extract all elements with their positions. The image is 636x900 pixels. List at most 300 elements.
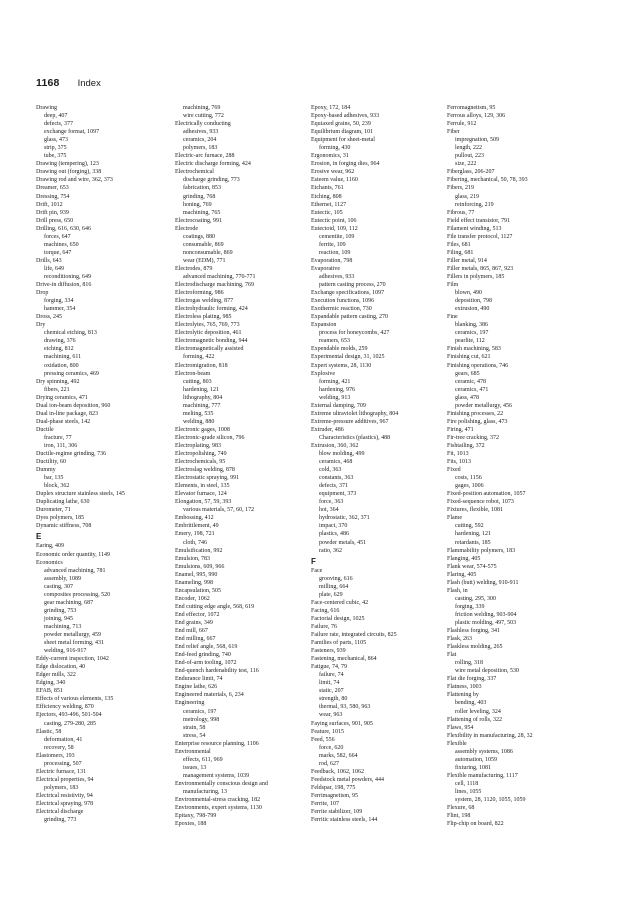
index-entry: Execution functions, 1096 — [311, 298, 375, 305]
index-subentry: defects, 377 — [44, 121, 73, 128]
index-entry: Fastening, mechanical, 864 — [311, 656, 377, 663]
index-subentry: cementite, 109 — [319, 233, 355, 240]
index-subentry: reaction, 109 — [319, 249, 351, 256]
index-entry: Electrolytes, 765, 769, 773 — [175, 322, 240, 329]
index-subentry: size, 222 — [455, 161, 477, 168]
index-entry: Encoder, 1062 — [175, 595, 210, 602]
index-column-2 — [175, 104, 297, 828]
index-entry: Electroforming, 986 — [175, 290, 224, 297]
index-entry: Electrically conducting — [175, 121, 231, 128]
index-entry: Drawing out (forging), 338 — [36, 169, 102, 176]
index-subentry: gages, 1006 — [455, 483, 484, 490]
index-subentry: friction welding, 903-904 — [455, 611, 517, 618]
index-entry: Expendable molds, 259 — [311, 346, 368, 353]
index-entry: Flanging, 405 — [447, 555, 481, 562]
index-subentry: hardening, 976 — [319, 386, 355, 393]
index-entry: Equiaxed grains, 50, 239 — [311, 121, 371, 128]
index-entry: Etchants, 761 — [311, 185, 344, 192]
index-entry: Feedback, 1062, 1062 — [311, 768, 364, 775]
index-entry: Environmental-stress cracking, 182 — [175, 797, 261, 804]
index-column-4 — [447, 104, 569, 828]
index-subentry: defects, 371 — [319, 483, 348, 490]
index-entry: Experimental design, 31, 1025 — [311, 354, 385, 361]
index-entry: Flaskless molding, 265 — [447, 644, 503, 651]
index-entry: Fixed-sequence robot, 1073 — [447, 499, 514, 506]
index-subentry: forces, 647 — [44, 233, 71, 240]
section-letter: E — [36, 532, 42, 542]
index-entry: Flexible — [447, 740, 467, 747]
index-subentry: effects, 611, 969 — [183, 756, 223, 763]
index-entry: External damping, 709 — [311, 402, 366, 409]
index-entry: Electrochemicals, 95 — [175, 459, 226, 466]
index-subentry: hydrostatic, 362, 371 — [319, 515, 370, 522]
index-subentry: fracture, 77 — [44, 434, 72, 441]
index-entry: Files, 681 — [447, 241, 471, 248]
index-subentry: joining, 945 — [44, 615, 74, 622]
index-entry: Flint, 198 — [447, 813, 471, 820]
index-subentry: ceramics, 468 — [319, 459, 353, 466]
index-subentry: cold, 363 — [319, 467, 342, 474]
index-entry: End-of-arm tooling, 1072 — [175, 660, 237, 667]
index-entry: Electrode — [175, 225, 198, 232]
index-entry: Face-centered cubic, 42 — [311, 599, 369, 606]
index-entry: Ferritic stainless steels, 144 — [311, 817, 378, 824]
index-subentry: etching, 812 — [44, 346, 74, 353]
index-entry: End milling, 667 — [175, 636, 216, 643]
index-subentry: tube, 375 — [44, 153, 67, 160]
index-entry: Feed, 556 — [311, 736, 335, 743]
index-entry: Engine lathe, 626 — [175, 684, 218, 691]
index-subentry: bar, 135 — [44, 475, 64, 482]
index-entry: Factorial design, 1025 — [311, 615, 365, 622]
index-subentry: rolling, 318 — [455, 660, 483, 667]
index-subentry: forging, 334 — [44, 298, 74, 305]
index-entry: Drilling, 616, 630, 646 — [36, 225, 91, 232]
index-entry: Flash, in — [447, 587, 468, 594]
index-entry: Fasteners, 939 — [311, 648, 346, 655]
index-subentry: gears, 685 — [455, 370, 480, 377]
index-entry: Filler metal, 914 — [447, 257, 487, 264]
index-entry: Ductility, 60 — [36, 459, 66, 466]
index-entry: Ferrite, 107 — [311, 800, 339, 807]
index-subentry: gear machining, 687 — [44, 599, 94, 606]
index-entry: Emery, 198, 721 — [175, 531, 215, 538]
index-subentry: iron, 111, 306 — [44, 442, 78, 449]
index-entry: Failure, 76 — [311, 623, 337, 630]
index-entry: Dual ion-beam deposition, 960 — [36, 402, 111, 409]
index-entry: Exothermic reaction, 730 — [311, 306, 372, 313]
index-subentry: adhesives, 933 — [183, 129, 219, 136]
index-entry: Fiber — [447, 129, 460, 136]
index-subentry: reamers, 653 — [319, 338, 350, 345]
index-subentry: pullout, 223 — [455, 153, 485, 160]
index-subentry: recovery, 58 — [44, 744, 74, 751]
index-entry: Epitaxy, 798-799 — [175, 813, 217, 820]
index-entry: Electric-arc furnace, 288 — [175, 153, 235, 160]
index-entry: Dual-phase steels, 142 — [36, 418, 91, 425]
index-subentry: glass, 478 — [455, 394, 479, 401]
index-subentry: melting, 535 — [183, 410, 214, 417]
index-entry: Flash (butt) welding, 910-911 — [447, 579, 519, 586]
index-subentry: drawing, 376 — [44, 338, 76, 345]
index-entry: Embrittlement, 49 — [175, 523, 219, 530]
index-subentry: ceramics, 204 — [183, 137, 217, 144]
index-subentry: forming, 430 — [319, 145, 351, 152]
index-entry: Finishing operations, 746 — [447, 362, 509, 369]
index-entry: Electromagnetically assisted — [175, 346, 244, 353]
index-subentry: wire metal deposition, 530 — [455, 668, 519, 675]
index-entry: Electrostatic spraying, 991 — [175, 475, 240, 482]
index-subentry: impregnation, 509 — [455, 137, 499, 144]
index-entry: Environments, expert systems, 1130 — [175, 805, 262, 812]
index-subentry: ceramics, 197 — [183, 708, 217, 715]
index-subentry: plate, 629 — [319, 591, 343, 598]
index-subentry: processing, 507 — [44, 760, 82, 767]
index-entry: Engineered materials, 6, 234 — [175, 692, 244, 699]
index-entry: Flaring, 405 — [447, 571, 477, 578]
index-subentry: cutting, 592 — [455, 523, 484, 530]
index-entry: Emulsions, 609, 966 — [175, 563, 225, 570]
index-entry: Eutectic, 105 — [311, 209, 343, 216]
index-entry: Flat die forging, 337 — [447, 676, 497, 683]
index-entry: Drop — [36, 290, 49, 297]
index-subentry: reinforcing, 219 — [455, 201, 494, 208]
index-entry: Electrochemical — [175, 169, 214, 176]
index-subentry: machining, 713 — [44, 623, 82, 630]
index-subentry: coatings, 880 — [183, 233, 215, 240]
index-entry: Electrocoating, 991 — [175, 217, 222, 224]
index-entry: Filing, 681 — [447, 249, 474, 256]
index-entry: Flask, 263 — [447, 636, 473, 643]
index-subentry: machining, 765 — [183, 209, 221, 216]
index-entry: Ethernet, 1127 — [311, 201, 347, 208]
index-entry: Explosive — [311, 370, 335, 377]
index-entry: Electrodes, 879 — [175, 265, 213, 272]
index-entry: Electrogas welding, 877 — [175, 298, 234, 305]
index-entry: Electrohydraulic forming, 424 — [175, 306, 248, 313]
index-subentry: strip, 375 — [44, 145, 67, 152]
index-entry: Electropolishing, 749 — [175, 451, 227, 458]
index-entry: Elastomers, 193 — [36, 752, 75, 759]
index-entry: Fir-tree cracking, 372 — [447, 434, 500, 441]
index-subentry: forming, 421 — [319, 378, 351, 385]
index-entry: Enameling, 998 — [175, 579, 213, 586]
index-entry: Electroplating, 983 — [175, 442, 221, 449]
index-entry: Feedstock metal powders, 444 — [311, 776, 384, 783]
index-subentry: force, 620 — [319, 744, 344, 751]
page-number: 1168 — [36, 77, 60, 89]
index-subentry: pearlite, 112 — [455, 338, 485, 345]
index-subentry: adhesives, 933 — [319, 273, 355, 280]
index-subentry: wear, 963 — [319, 712, 343, 719]
index-subentry: machining, 769 — [183, 105, 221, 111]
index-entry: Extreme-pressure additives, 967 — [311, 418, 389, 425]
index-entry: Flexible manufacturing, 1117 — [447, 772, 518, 779]
index-entry: Ferromagnetism, 95 — [447, 105, 496, 111]
index-entry: Duplicating lathe, 630 — [36, 499, 90, 506]
index-entry: Encapsulation, 505 — [175, 587, 221, 594]
index-entry: Finishing processes, 22 — [447, 410, 504, 417]
index-entry: Ductile-regime grinding, 736 — [36, 451, 107, 458]
index-subentry: casting, 279-280, 285 — [44, 720, 96, 727]
index-entry: Economic order quantity, 1149 — [36, 551, 111, 558]
index-entry: Dry — [36, 322, 46, 329]
index-entry: Electronic-grade silicon, 796 — [175, 434, 245, 441]
index-entry: Eddy-current inspection, 1042 — [36, 656, 109, 663]
index-entry: Flaws, 954 — [447, 724, 474, 731]
index-entry: Extreme ultraviolet lithography, 804 — [311, 410, 399, 417]
index-entry: End relief angle, 568, 619 — [175, 644, 238, 651]
index-entry: Dreamer, 653 — [36, 185, 69, 192]
index-column-3 — [311, 104, 433, 824]
index-subentry: stress, 54 — [183, 732, 206, 739]
section-letter: F — [311, 556, 316, 566]
index-subentry: hardening, 121 — [183, 386, 219, 393]
index-subentry: cutting, 803 — [183, 378, 212, 385]
index-subentry: marks, 582, 664 — [319, 752, 358, 759]
index-entry: Etching, 808 — [311, 193, 342, 200]
index-entry: End effector, 1072 — [175, 611, 220, 618]
index-subentry: fixturing, 1081 — [455, 764, 491, 771]
index-subentry: advanced machining, 781 — [44, 567, 106, 574]
index-entry: Drive-in diffusion, 816 — [36, 282, 92, 289]
index-entry: Epoxy-based adhesives, 933 — [311, 113, 380, 120]
index-subentry: roller leveling, 324 — [455, 708, 501, 715]
index-subentry: ceramic, 478 — [455, 378, 486, 385]
index-subentry: powder metallurgy, 456 — [455, 402, 512, 409]
index-subentry: nonconsumable, 869 — [183, 249, 233, 256]
index-entry: Flammability polymers, 183 — [447, 547, 516, 554]
index-subentry: glass, 219 — [455, 193, 479, 200]
index-entry: Feature, 1015 — [311, 728, 344, 735]
index-entry: Exchange specifications, 1097 — [311, 290, 385, 297]
index-subentry: machining, 611 — [44, 354, 82, 361]
index-entry: Epoxies, 188 — [175, 821, 207, 828]
index-entry: Flame — [447, 515, 462, 522]
index-entry: Efficiency welding, 870 — [36, 704, 94, 711]
index-subentry: retardants, 185 — [455, 539, 491, 546]
index-subentry: management systems, 1039 — [183, 772, 250, 779]
index-subentry: powder metallurgy, 459 — [44, 632, 101, 638]
index-entry: Elastic, 58 — [36, 728, 62, 735]
index-entry: Expansion — [311, 322, 337, 329]
index-subentry: costs, 1156 — [455, 475, 482, 482]
index-subentry: lines, 1055 — [455, 788, 482, 795]
index-entry: Environmental — [175, 748, 211, 755]
index-entry: Electromigration, 818 — [175, 362, 228, 369]
index-subentry: force, 363 — [319, 499, 344, 506]
index-subentry: discharge grinding, 773 — [183, 177, 240, 184]
index-subentry: welding, 913 — [319, 394, 351, 401]
index-entry: Drills, 643 — [36, 257, 62, 264]
index-entry: Electronic gages, 1008 — [175, 426, 230, 433]
index-subentry: ceramics, 471 — [455, 386, 489, 393]
index-subentry: consumable, 869 — [183, 241, 224, 248]
index-subentry: limit, 74 — [319, 680, 340, 687]
index-subentry: bending, 403 — [455, 700, 487, 707]
index-subentry: advanced machining, 770-771 — [183, 273, 256, 280]
index-entry: Edging, 340 — [36, 680, 66, 687]
index-entry: Dry spinning, 492 — [36, 378, 80, 385]
index-subentry: deep, 407 — [44, 113, 68, 120]
index-subentry: forging, 339 — [455, 603, 485, 610]
index-entry: Fixed — [447, 467, 461, 474]
index-entry: End mill, 667 — [175, 628, 208, 635]
index-entry: Drift pin, 939 — [36, 209, 69, 216]
index-entry: Filler metals, 865, 867, 923 — [447, 265, 514, 272]
index-entry: Eutectoid, 109, 112 — [311, 225, 358, 232]
index-subentry: hardening, 121 — [455, 531, 491, 538]
index-subentry: polymers, 183 — [44, 784, 79, 791]
index-subentry: grooving, 616 — [319, 575, 353, 582]
index-subentry: casting, 307 — [44, 583, 73, 590]
index-entry: Engineering — [175, 700, 205, 707]
index-entry: Flashless forging, 341 — [447, 628, 501, 635]
index-subentry: hot, 364 — [319, 507, 339, 514]
index-entry: Fishtailing, 372 — [447, 442, 485, 449]
index-subentry: constants, 363 — [319, 475, 354, 482]
index-entry: Dross, 245 — [36, 314, 63, 321]
index-entry: Feldspar, 198, 775 — [311, 784, 356, 791]
index-subentry: machines, 650 — [44, 241, 79, 248]
index-subentry: grinding, 773 — [44, 817, 77, 824]
index-entry: Extrusion, 360, 362 — [311, 442, 359, 449]
index-subentry: composites processing, 520 — [44, 591, 111, 598]
index-entry: Environmentally conscious design and — [175, 780, 268, 787]
index-entry: Film — [447, 282, 459, 289]
index-entry: End-quench hardenability test, 116 — [175, 668, 259, 675]
index-subentry: Characteristics (plastics), 488 — [319, 434, 391, 441]
index-entry: Evaporation, 798 — [311, 257, 353, 264]
index-entry: Edger mills, 322 — [36, 672, 76, 679]
index-entry: Fixtures, flexible, 1081 — [447, 507, 503, 514]
index-subentry: deposition, 798 — [455, 298, 492, 305]
index-entry: Enamel, 995, 990 — [175, 571, 218, 578]
index-subentry: automation, 1059 — [455, 756, 497, 763]
index-subentry: strain, 58 — [183, 724, 206, 731]
index-subentry: blown, 490 — [455, 290, 482, 297]
index-entry: Ferrous alloys, 129, 306 — [447, 113, 506, 120]
index-subentry: wire cutting, 772 — [183, 113, 224, 120]
index-subentry: pressing ceramics, 469 — [44, 370, 99, 377]
index-entry: Dummy — [36, 467, 56, 474]
index-entry: Evaporative — [311, 265, 340, 272]
index-subentry: casting, 295, 300 — [455, 595, 496, 602]
index-entry: Electric furnace, 131 — [36, 768, 87, 775]
index-entry: Electrical spraying, 978 — [36, 800, 94, 807]
index-entry: Fibrous, 77 — [447, 209, 475, 216]
index-subentry: length, 222 — [455, 145, 482, 152]
index-subentry: blow molding, 499 — [319, 451, 365, 458]
index-entry: Embossing, 412 — [175, 515, 214, 522]
index-subentry: rod, 627 — [319, 760, 339, 767]
index-subentry: hammer, 354 — [44, 306, 76, 313]
index-entry: Electric discharge forming, 424 — [175, 161, 251, 168]
index-subentry: grinding, 768 — [183, 193, 216, 200]
index-entry: Ferrimagnetism, 95 — [311, 792, 358, 799]
index-subentry: milling, 664 — [319, 583, 349, 590]
index-subentry: strength, 80 — [319, 696, 348, 703]
index-entry: Flatness, 1003 — [447, 684, 482, 691]
index-subentry: deformation, 41 — [44, 736, 83, 743]
page-header — [36, 73, 101, 87]
index-entry: Eutectic point, 106 — [311, 217, 357, 224]
index-entry: Ergonomics, 31 — [311, 153, 349, 160]
index-entry: Electrolytic deposition, 461 — [175, 330, 242, 337]
index-subentry: glass, 473 — [44, 137, 68, 144]
index-entry: Ferrule, 912 — [447, 121, 477, 128]
index-subentry: failure, 74 — [319, 672, 344, 679]
index-entry: Erosion, in forging dies, 964 — [311, 161, 380, 168]
index-subentry: impact, 370 — [319, 523, 348, 530]
index-subentry: exchange format, 1097 — [44, 129, 100, 136]
index-subentry: grinding, 753 — [44, 607, 77, 614]
index-subentry: lithography, 804 — [183, 394, 223, 401]
index-entry: Electroless plating, 985 — [175, 314, 232, 321]
index-entry: Duplex structure stainless steels, 145 — [36, 491, 125, 498]
index-entry: End-feed grinding, 740 — [175, 652, 231, 659]
index-subentry: powder metals, 451 — [319, 539, 367, 546]
index-entry: Finish machining, 583 — [447, 346, 501, 353]
index-subentry: process for honeycombs, 427 — [319, 330, 390, 337]
index-entry: Elevator furnace, 124 — [175, 491, 227, 498]
index-subentry: ratio, 362 — [319, 547, 342, 554]
index-entry: End grains, 349 — [175, 620, 213, 626]
index-entry: Dual in-line package, 823 — [36, 410, 98, 417]
index-entry: Fire polishing, glass, 473 — [447, 418, 508, 425]
index-entry: Equipment for sheet-metal — [311, 137, 375, 144]
index-entry: Flattening of rolls, 322 — [447, 716, 502, 723]
index-entry: Electrical discharge — [36, 809, 84, 816]
index-entry: Electrical properties, 94 — [36, 776, 94, 783]
running-head: Index — [77, 78, 101, 89]
index-entry: Fixed-position automation, 1057 — [447, 491, 526, 498]
index-subentry: issues, 13 — [183, 764, 207, 771]
index-entry: Families of parts, 1105 — [311, 640, 367, 647]
index-entry: Electrodischarge machining, 769 — [175, 282, 255, 289]
index-entry: Ferrite stabilizer, 109 — [311, 809, 363, 816]
index-entry: Durometer, 71 — [36, 507, 71, 514]
index-subentry: ferrite, 109 — [319, 241, 346, 248]
index-entry: File transfer protocol, 1127 — [447, 233, 513, 240]
index-subentry: honing, 769 — [183, 201, 212, 208]
index-subentry: welding, 916-917 — [44, 648, 87, 655]
index-entry: Dressing, 754 — [36, 193, 70, 200]
index-entry: Flexibility in manufacturing, 28, 32 — [447, 732, 533, 739]
index-subentry: plastics, 486 — [319, 531, 349, 538]
index-entry: Flattening by — [447, 692, 479, 699]
index-entry: Dynamic stiffness, 708 — [36, 523, 92, 530]
index-subentry: forming, 422 — [183, 354, 215, 361]
index-subentry: extrusion, 490 — [455, 306, 490, 313]
index-subentry: fibers, 221 — [44, 386, 70, 393]
index-entry: Fits, 1013 — [447, 459, 472, 466]
index-entry: Effects of various elements, 135 — [36, 696, 114, 703]
index-entry: Electroslag welding, 878 — [175, 467, 235, 474]
index-entry: Fine — [447, 314, 458, 321]
index-entry: Electromagnetic bonding, 944 — [175, 338, 248, 345]
index-subentry: chemical etching, 813 — [44, 330, 97, 337]
index-entry: Dyes polymers, 185 — [36, 515, 85, 522]
index-entry: Edge dislocation, 40 — [36, 664, 86, 671]
index-subentry: blanking, 386 — [455, 322, 488, 329]
index-subentry: oxidation, 800 — [44, 362, 79, 369]
index-entry: Finishing cut, 621 — [447, 354, 491, 361]
index-subentry: plastic molding, 497, 503 — [455, 620, 517, 626]
index-entry: Erosive wear, 962 — [311, 169, 355, 176]
index-entry: Filament winding, 513 — [447, 225, 502, 232]
index-subentry: life, 649 — [44, 265, 64, 272]
